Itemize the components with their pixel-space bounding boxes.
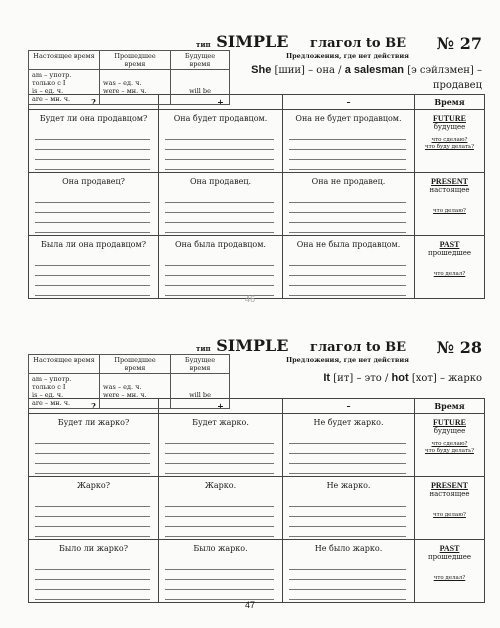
tense-header-present: Настоящее время [29, 51, 100, 70]
lesson-header [28, 30, 484, 103]
tense-header-past: Прошедшее время [100, 355, 171, 374]
exercise-grid [28, 398, 485, 603]
present-positive-cell[interactable]: Она продавец. [159, 173, 283, 236]
page-number-47: 47 [244, 600, 255, 610]
past-positive-cell[interactable]: Она была продавцом. [159, 236, 283, 299]
row-present [29, 173, 485, 236]
past-negative-cell[interactable]: Она не была продавцом. [283, 236, 415, 299]
lesson-header [28, 334, 484, 407]
present-question-cell[interactable]: Жарко? [29, 477, 159, 540]
example-sentence: She [шии] – она / a salesman [э сэйлзмен] – [251, 64, 482, 76]
future-question-cell[interactable]: Будет ли жарко? [29, 414, 159, 477]
col-question: ? [29, 95, 159, 110]
col-positive: + [159, 399, 283, 414]
tense-present-forms: am – употр. только с I is – ед. ч. are – мн. ч. [29, 70, 100, 105]
tense-past-forms: was – ед. ч. were – мн. ч. [100, 70, 171, 105]
present-question-cell[interactable]: Она продавец? [29, 173, 159, 236]
tense-present-forms: am – употр. только с I is – ед. ч. are – мн. ч. [29, 374, 100, 409]
time-past: PAST прошедшее что делал? [415, 540, 485, 603]
example-sentence-cont: продавец [432, 80, 482, 91]
lesson-note: Предложения, где нет действия [286, 52, 409, 60]
time-past: PAST прошедшее что делал? [415, 236, 485, 299]
col-negative: – [283, 399, 415, 414]
present-negative-cell[interactable]: Она не продавец. [283, 173, 415, 236]
tense-header-past: Прошедшее время [100, 51, 171, 70]
past-question-cell[interactable]: Была ли она продавцом? [29, 236, 159, 299]
future-positive-cell[interactable]: Она будет продавцом. [159, 110, 283, 173]
present-negative-cell[interactable]: Не жарко. [283, 477, 415, 540]
row-present [29, 477, 485, 540]
tense-table [28, 354, 230, 409]
past-negative-cell[interactable]: Не было жарко. [283, 540, 415, 603]
row-past [29, 236, 485, 299]
col-time: Время [415, 399, 485, 414]
time-future: FUTURE будущее что сделаю? что буду делать? [415, 110, 485, 173]
past-question-cell[interactable]: Было ли жарко? [29, 540, 159, 603]
future-positive-cell[interactable]: Будет жарко. [159, 414, 283, 477]
col-question: ? [29, 399, 159, 414]
lesson-27-sheet [28, 30, 484, 299]
lesson-title: тип SIMPLE глагол to BE [196, 336, 407, 355]
time-present: PRESENT настоящее что делаю? [415, 173, 485, 236]
future-question-cell[interactable]: Будет ли она продавцом? [29, 110, 159, 173]
tense-future-forms: will be [171, 70, 230, 105]
lesson-note: Предложения, где нет действия [286, 356, 409, 364]
col-negative: – [283, 95, 415, 110]
tense-table [28, 50, 230, 105]
present-positive-cell[interactable]: Жарко. [159, 477, 283, 540]
past-positive-cell[interactable]: Было жарко. [159, 540, 283, 603]
future-negative-cell[interactable]: Она не будет продавцом. [283, 110, 415, 173]
lesson-28-sheet [28, 334, 484, 603]
col-positive: + [159, 95, 283, 110]
row-future [29, 110, 485, 173]
row-past [29, 540, 485, 603]
lesson-number: № 28 [436, 338, 482, 357]
example-sentence: It [ит] – это / hot [хот] – жарко [323, 372, 482, 384]
future-negative-cell[interactable]: Не будет жарко. [283, 414, 415, 477]
exercise-grid [28, 94, 485, 299]
time-future: FUTURE будущее что сделаю? что буду делать? [415, 414, 485, 477]
lesson-number: № 27 [436, 34, 482, 53]
page-number-46: 46 [244, 294, 255, 304]
tense-header-future: Будущее время [171, 51, 230, 70]
row-future [29, 414, 485, 477]
tense-header-present: Настоящее время [29, 355, 100, 374]
tense-header-future: Будущее время [171, 355, 230, 374]
col-time: Время [415, 95, 485, 110]
tense-future-forms: will be [171, 374, 230, 409]
tense-past-forms: was – ед. ч. were – мн. ч. [100, 374, 171, 409]
lesson-title: тип SIMPLE глагол to BE [196, 32, 407, 51]
time-present: PRESENT настоящее что делаю? [415, 477, 485, 540]
